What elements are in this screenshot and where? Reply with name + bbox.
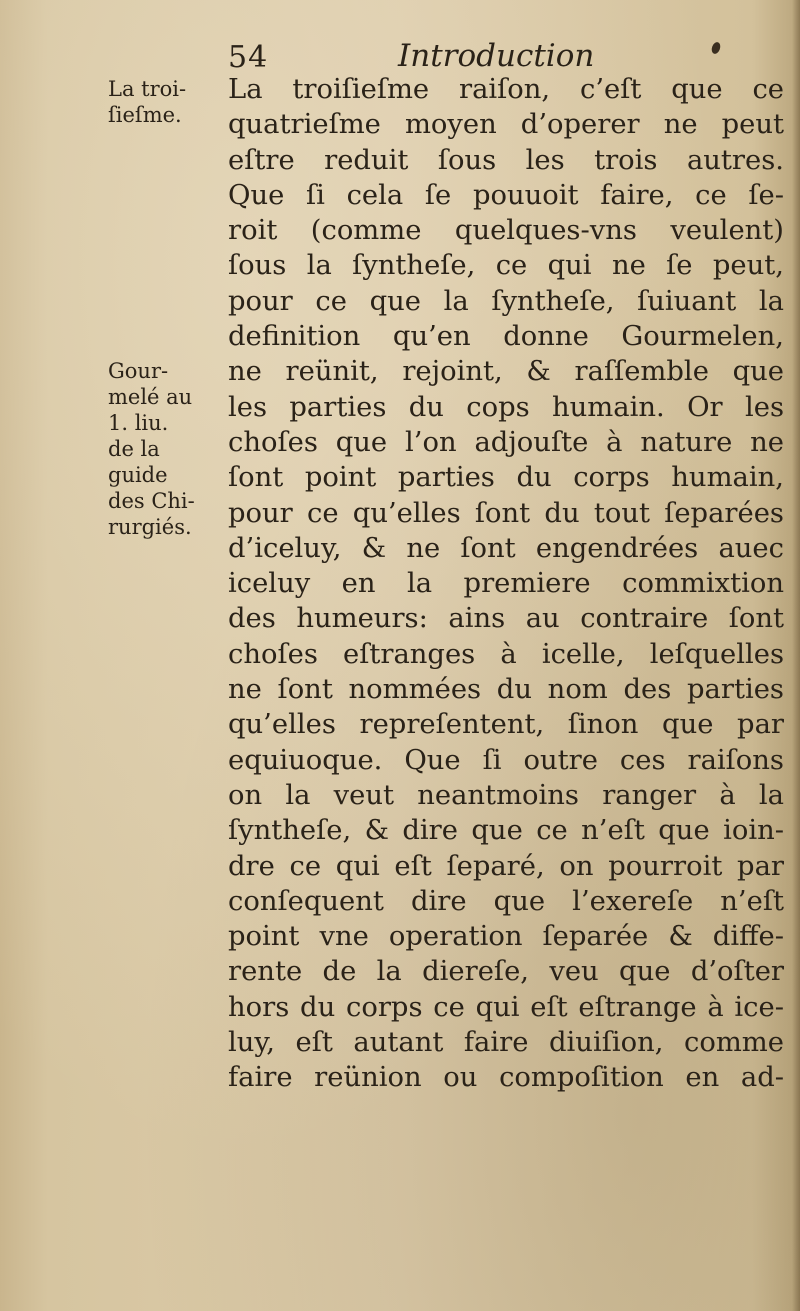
margin-note-line: La troi- <box>108 77 187 101</box>
text-line: faire reünion ou compoſition en ad- <box>228 1062 784 1094</box>
text-line: conſequent dire que l’exereſe n’eſt <box>228 885 784 917</box>
text-line: d’iceluy, & ne ſont engendrées auec <box>228 532 784 564</box>
margin-note-troisiesme <box>108 76 218 128</box>
text-line: qu’elles repreſentent, ſinon que par <box>228 709 784 741</box>
margin-note-line: guide <box>108 463 168 487</box>
text-line: equiuoque. Que ſi outre ces raiſons <box>228 744 784 776</box>
text-line: La troiſieſme raiſon, c’eſt que ce <box>228 74 784 105</box>
text-line: des humeurs: ains au contraire ſont <box>228 603 784 635</box>
text-line: pour ce que la ſyntheſe, ſuiuant la <box>228 285 784 317</box>
text-line: les parties du cops humain. Or les <box>228 391 784 423</box>
margin-note-line: melé au <box>108 385 193 409</box>
text-line: dre ce qui eſt ſeparé, on pourroit par <box>228 850 784 882</box>
text-line: iceluy en la premiere commixtion <box>228 568 784 600</box>
text-line: point vne operation ſeparée & diffe- <box>228 921 784 953</box>
margin-note-line: Gour- <box>108 359 169 383</box>
margin-note-line: de la <box>108 437 160 461</box>
margin-note-line: des Chi- <box>108 489 195 513</box>
text-line: ne reünit, rejoint, & raſſemble que <box>228 356 784 388</box>
ink-spot-icon <box>710 41 722 55</box>
text-line: Que ſi cela ſe pouuoit faire, ce ſe- <box>228 179 784 211</box>
text-line: choſes eſtranges à icelle, leſquelles <box>228 638 784 670</box>
margin-note-line: ſieſme. <box>108 103 182 127</box>
text-line: roit (comme quelques-vns veulent) <box>228 215 784 247</box>
text-line: definition qu’en donne Gourmelen, <box>228 321 784 353</box>
text-line: ſous la ſyntheſe, ce qui ne ſe peut, <box>228 250 784 282</box>
text-line: quatrieſme moyen d’operer ne peut <box>228 109 784 141</box>
page-number: 54 <box>228 40 269 75</box>
margin-note-line: rurgiés. <box>108 515 192 539</box>
text-line: ne ſont nommées du nom des parties <box>228 674 784 706</box>
text-line: on la veut neantmoins ranger à la <box>228 779 784 811</box>
text-line: choſes que l’on adjouſte à nature ne <box>228 426 784 458</box>
running-head: Introduction <box>398 38 595 74</box>
text-line: rente de la diereſe, veu que d’oſter <box>228 956 784 988</box>
margin-note-gourmele <box>108 358 226 540</box>
margin-note-line: 1. liu. <box>108 411 169 435</box>
page-edge-shadow <box>792 0 800 1311</box>
text-line: hors du corps ce qui eſt eſtrange à ice- <box>228 991 784 1023</box>
text-line: ſont point parties du corps humain, <box>228 462 784 494</box>
body-text <box>228 72 784 1096</box>
text-line: ſyntheſe, & dire que ce n’eſt que ioin- <box>228 815 784 847</box>
text-line: luy, eſt autant faire diuiſion, comme <box>228 1027 784 1059</box>
text-line: eſtre reduit ſous les trois autres. <box>228 144 784 176</box>
text-line: pour ce qu’elles ſont du tout ſeparées <box>228 497 784 529</box>
